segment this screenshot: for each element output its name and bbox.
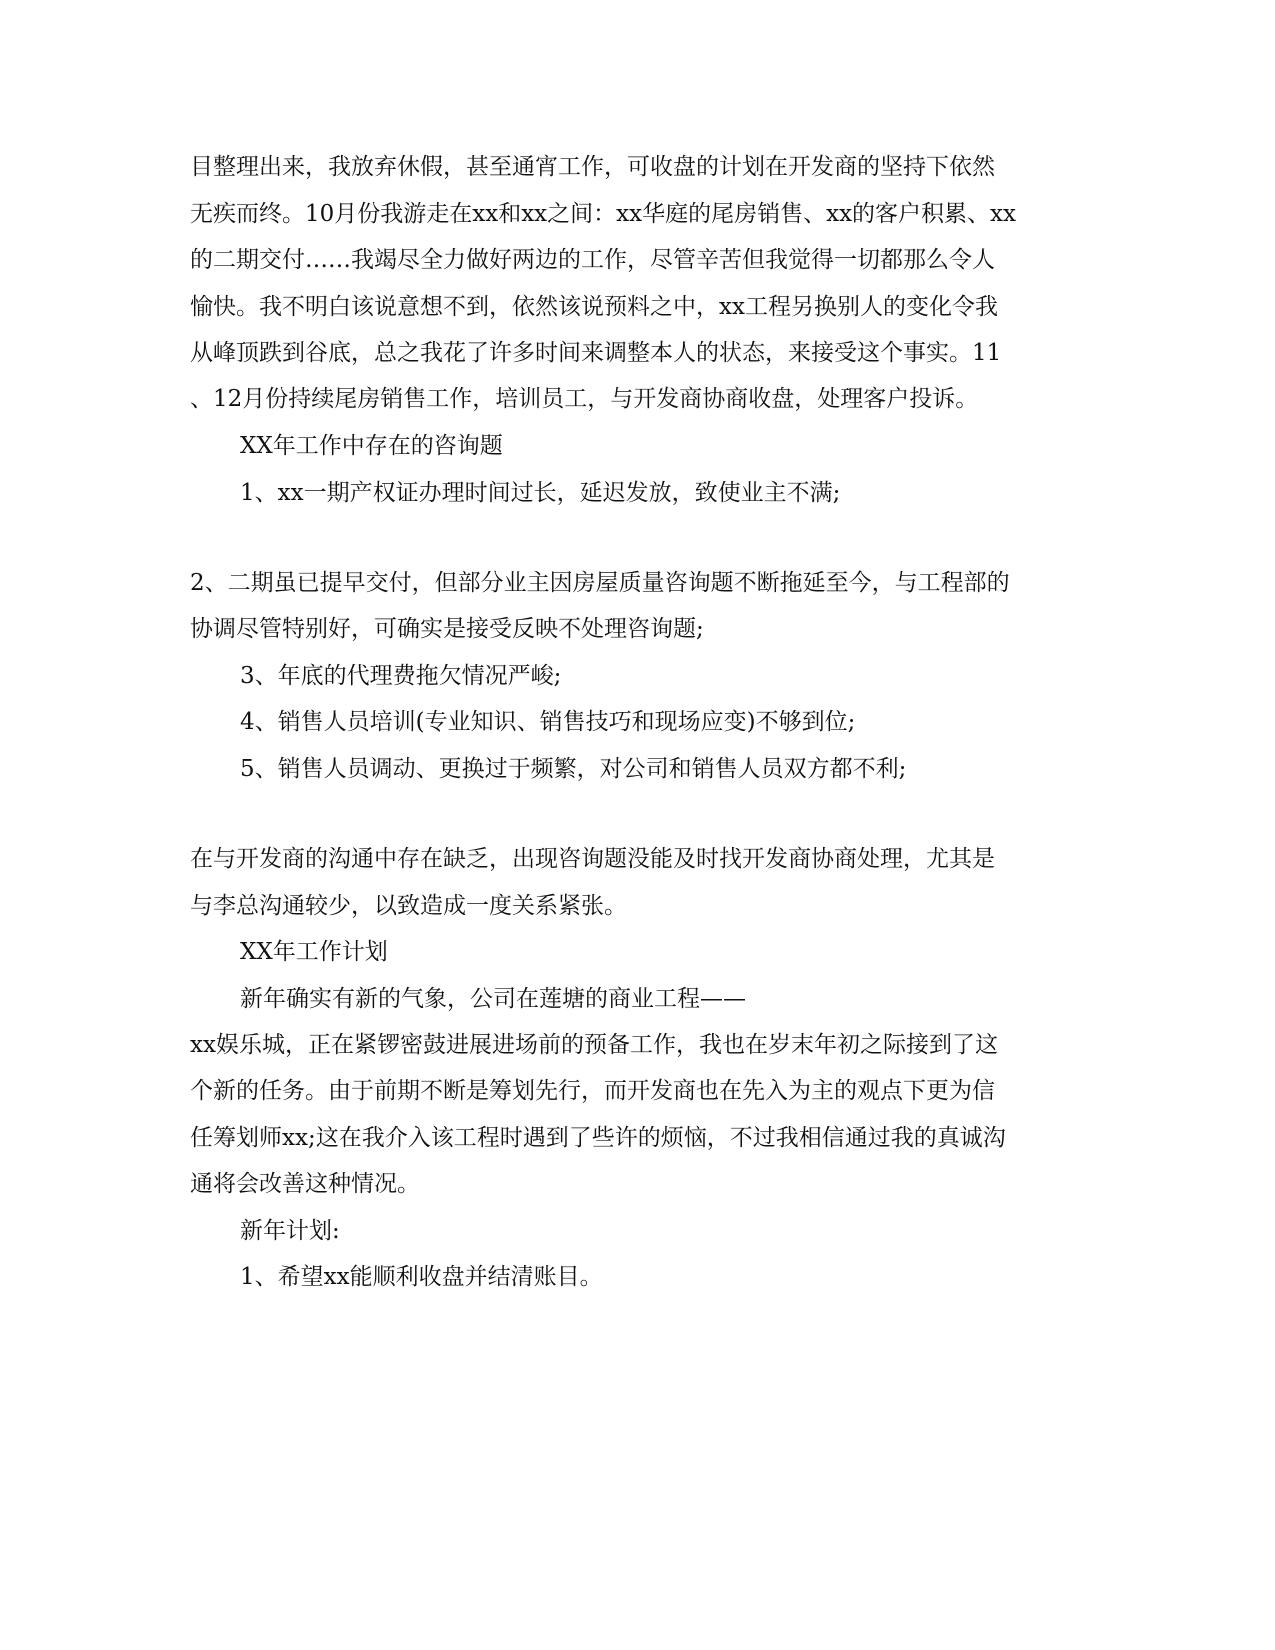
text-line: 在与开发商的沟通中存在缺乏，出现咨询题没能及时找开发商协商处理，尤其是: [190, 846, 995, 872]
list-item: 1、希望xx能顺利收盘并结清账目。: [240, 1264, 603, 1290]
text-line: xx娱乐城，正在紧锣密鼓进展进场前的预备工作，我也在岁末年初之际接到了这: [190, 1032, 998, 1058]
text-line: 与李总沟通较少，以致造成一度关系紧张。: [190, 893, 627, 919]
list-item: 4、销售人员培训(专业知识、销售技巧和现场应变)不够到位;: [240, 709, 856, 735]
text-line: 协调尽管特别好，可确实是接受反映不处理咨询题;: [190, 616, 704, 642]
text-line: 目整理出来，我放弃休假，甚至通宵工作，可收盘的计划在开发商的坚持下依然: [190, 154, 995, 180]
list-item: 1、xx一期产权证办理时间过长，延迟发放，致使业主不满;: [240, 480, 841, 506]
text-line: 个新的任务。由于前期不断是筹划先行，而开发商也在先入为主的观点下更为信: [190, 1078, 995, 1104]
list-item: 2、二期虽已提早交付，但部分业主因房屋质量咨询题不断拖延至今，与工程部的: [190, 570, 1010, 596]
text-line: 的二期交付……我竭尽全力做好两边的工作，尽管辛苦但我觉得一切都那么令人: [190, 247, 995, 273]
list-item: 5、销售人员调动、更换过于频繁，对公司和销售人员双方都不利;: [240, 756, 907, 782]
text-line: 新年确实有新的气象，公司在莲塘的商业工程——: [240, 986, 746, 1012]
text-line: 通将会改善这种情况。: [190, 1171, 420, 1197]
text-line: 、12月份持续尾房销售工作，培训员工，与开发商协商收盘，处理客户投诉。: [190, 386, 979, 412]
section-heading: XX年工作计划: [240, 939, 388, 965]
section-heading: XX年工作中存在的咨询题: [240, 433, 503, 459]
section-heading: 新年计划:: [240, 1218, 340, 1244]
text-line: 任筹划师xx;这在我介入该工程时遇到了些许的烦恼，不过我相信通过我的真诚沟: [190, 1125, 1006, 1151]
list-item: 3、年底的代理费拖欠情况严峻;: [240, 663, 562, 689]
text-line: 从峰顶跌到谷底，总之我花了许多时间来调整本人的状态，来接受这个事实。11: [190, 340, 1002, 366]
text-line: 无疾而终。10月份我游走在xx和xx之间：xx华庭的尾房销售、xx的客户积累、xx: [190, 201, 1016, 227]
text-line: 愉快。我不明白该说意想不到，依然该说预料之中，xx工程另换别人的变化令我: [190, 294, 998, 320]
